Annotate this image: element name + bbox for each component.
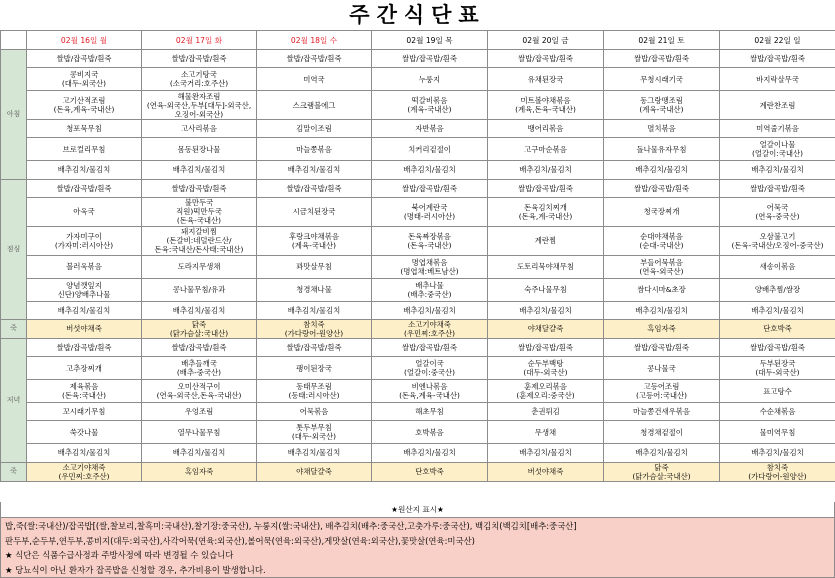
menu-cell: 뱅어리볶음 [488,120,604,138]
menu-cell: 비엔나볶음 (돈육,계육-국내산) [372,380,488,403]
meal-row [1,138,835,161]
meal-row [1,444,835,462]
menu-cell: 쌀밥/잡곡밥/흰죽 [142,338,257,356]
menu-cell: 꽈맛살무침 [257,255,372,278]
notice-text: ★ 식단은 식품수급사정과 주방사정에 따라 변경될 수 있습니다 [0,548,835,563]
menu-cell: 마늘쫑볶음 [257,138,372,161]
menu-cell: 시금치된장국 [257,197,372,226]
meal-row [1,338,835,356]
menu-cell: 배추김치/물김치 [257,161,372,179]
menu-cell: 순두부백탕 (대두-외국산) [488,357,604,380]
menu-cell: 고구마순볶음 [488,138,604,161]
menu-cell: 참치죽 (가다랑어-원양산) [720,462,835,481]
menu-cell: 도토리묵야채무침 [488,255,604,278]
meal-row [1,197,835,226]
menu-cell: 배추김치/물김치 [257,301,372,319]
menu-cell: 얼갈이국 (얼갈이:중국산) [372,357,488,380]
menu-cell: 배추김치/물김치 [27,444,142,462]
origin-note: 판두부,순두부,연두부,콩비지(대두:외국산),사각어묵(연육:외국산),볼어묵(연육:외국산),게맛살(연육:외국산),꽃맛살(연육:미국산) [0,534,835,549]
corner-cell [1,31,27,50]
menu-cell: 배추김치/물김치 [257,444,372,462]
menu-cell: 쌀밥/잡곡밥/흰죽 [372,179,488,197]
menu-cell: 쌀밥/잡곡밥/흰죽 [27,338,142,356]
menu-cell: 명엽채볶음 (명엽채:베트남산) [372,255,488,278]
menu-cell: 무생채 [488,421,604,444]
meal-label: 저녁 [1,338,27,462]
menu-cell: 오미산적구이 (연육-외국산,돈육-국내산) [142,380,257,403]
menu-cell: 소고기야채죽 (우민찌:호주산) [27,462,142,481]
menu-cell: 계란찜 [488,226,604,255]
menu-cell: 꼬시래기무침 [27,403,142,421]
meal-row [1,421,835,444]
menu-cell: 고추장찌개 [27,357,142,380]
menu-cell: 돈육김치찌개 (돈육,계-국내산) [488,197,604,226]
meal-row [1,50,835,68]
origin-legend: ★원산지 표시★ [0,502,835,518]
menu-cell: 돌나물유자무침 [604,138,720,161]
day-header: 02월 20일 금 [488,31,604,50]
menu-cell: 누룽지 [372,68,488,91]
menu-cell: 닭죽 (닭가슴살:국내산) [142,319,257,338]
menu-cell: 김말이조림 [257,120,372,138]
menu-cell: 배추김치/물김치 [488,444,604,462]
menu-cell: 두부된장국 (대두-외국산) [720,357,835,380]
menu-cell: 열무나물무침 [142,421,257,444]
menu-cell: 쌀밥/잡곡밥/흰죽 [488,50,604,68]
menu-cell: 배추김치/물김치 [488,161,604,179]
menu-cell: 오삼불고기 (돈육-국내산/오징어-중국산) [720,226,835,255]
menu-cell: 스크램블에그 [257,91,372,120]
menu-cell: 해초무침 [372,403,488,421]
menu-cell: 마늘쫑건새우볶음 [604,403,720,421]
menu-cell: 숙주나물무침 [488,278,604,301]
menu-cell: 배추김치/물김치 [720,444,835,462]
menu-cell: 양념깻잎지 신단)양배추나물 [27,278,142,301]
menu-cell: 멸치볶음 [604,120,720,138]
origin-note: 밥,죽(쌀:국내산)/잡곡밥[(쌀,찰보리,찰흑미:국내산),찰기장:중국산), 누룽지(쌀:국내산), 배추김치(배추:중국산,고춧가루:중국산), 백김치(백김치[배추:중국산] [0,518,835,534]
menu-cell: 쌀밥/잡곡밥/흰죽 [720,338,835,356]
menu-cell: 어묵국 (연육-중국산) [720,197,835,226]
menu-cell: 순대야채볶음 (순대-국내산) [604,226,720,255]
menu-cell: 우엉조림 [142,403,257,421]
menu-cell: 쌀밥/잡곡밥/흰죽 [720,179,835,197]
day-header: 02월 22일 일 [720,31,835,50]
menu-cell: 브로컬리무침 [27,138,142,161]
menu-cell: 도라지무생채 [142,255,257,278]
menu-cell: 배추들깨국 (배추-중국산) [142,357,257,380]
menu-cell: 훈제오리볶음 (훈제오리:중국산) [488,380,604,403]
menu-cell: 야채달걀죽 [257,462,372,481]
day-header: 02월 17일 화 [142,31,257,50]
meal-row [1,179,835,197]
day-header: 02월 18일 수 [257,31,372,50]
menu-cell: 부들어묵볶음 (연육-외국산) [604,255,720,278]
menu-cell: 쑥갓나물 [27,421,142,444]
menu-cell: 버섯야채죽 [27,319,142,338]
menu-cell: 닭죽 (닭가슴살:국내산) [604,462,720,481]
meal-row [1,226,835,255]
menu-cell: 쌀밥/잡곡밥/흰죽 [604,179,720,197]
menu-cell: 배추김치/물김치 [488,301,604,319]
menu-cell: 미트볼야채볶음 (계육,돈육-국내산) [488,91,604,120]
meal-label: 죽 [1,319,27,338]
meal-row [1,91,835,120]
menu-cell: 배추김치/물김치 [720,301,835,319]
menu-cell: 가자미구이 (가자미:러시아산) [27,226,142,255]
menu-cell: 쌀밥/잡곡밥/흰죽 [720,50,835,68]
porridge-row [1,319,835,338]
page-title: 주간식단표 [0,0,835,30]
menu-cell: 쌀밥/잡곡밥/흰죽 [257,50,372,68]
menu-cell: 미역국 [257,68,372,91]
menu-cell: 톳두부무침 (대두-외국산) [257,421,372,444]
menu-cell: 돼지갈비찜 (돈갈비:네덜란드산/ 돈육:국내산/돈사태:국내산) [142,226,257,255]
menu-cell: 얼갈이나물 (얼갈이:국내산) [720,138,835,161]
menu-cell: 팽이된장국 [257,357,372,380]
notice-text: ★ 당뇨식이 아닌 환자가 잡곡밥을 신청할 경우, 추가비용이 발생합니다. [0,563,835,578]
menu-cell: 흑임자죽 [604,319,720,338]
meal-row [1,380,835,403]
menu-cell: 콩나물국 [604,357,720,380]
menu-cell: 야채달걀죽 [488,319,604,338]
porridge-row [1,462,835,481]
day-header: 02월 21일 토 [604,31,720,50]
meal-label: 점심 [1,179,27,319]
menu-cell: 계란찬조림 [720,91,835,120]
menu-cell: 쌀밥/잡곡밥/흰죽 [488,338,604,356]
menu-cell: 표고탕수 [720,380,835,403]
menu-cell: 단호박죽 [372,462,488,481]
meal-row [1,301,835,319]
menu-cell: 배추김치/물김치 [372,444,488,462]
menu-cell: 배추김치/물김치 [720,161,835,179]
menu-cell: 쌈다시마&초장 [604,278,720,301]
weekly-menu-table [0,30,835,482]
menu-cell: 동그랑땡조림 (계육-국내산) [604,91,720,120]
menu-cell: 동태무조림 (동태:러시아산) [257,380,372,403]
menu-cell: 청국장찌개 [604,197,720,226]
menu-cell: 아욱국 [27,197,142,226]
menu-cell: 청경채겉절이 [604,421,720,444]
day-header: 02월 16일 월 [27,31,142,50]
menu-cell: 후랑크야채볶음 (계육-국내산) [257,226,372,255]
menu-cell: 고기산적조림 (돈육,계육-국내산) [27,91,142,120]
menu-cell: 쌀밥/잡곡밥/흰죽 [604,50,720,68]
footer [0,502,835,577]
menu-cell: 북어계란국 (명태-러시아산) [372,197,488,226]
menu-cell: 유채된장국 [488,68,604,91]
menu-cell: 고등어조림 (고등어:국내산) [604,380,720,403]
menu-cell: 배추김치/물김치 [604,301,720,319]
menu-cell: 블러욱볶음 [27,255,142,278]
menu-cell: 배추나물 (배추:중국산) [372,278,488,301]
menu-cell: 돈육짜장볶음 (돈육-국내산) [372,226,488,255]
meal-label: 아침 [1,50,27,180]
menu-cell: 수순채볶음 [720,403,835,421]
menu-cell: 배추김치/물김치 [142,301,257,319]
meal-row [1,403,835,421]
menu-cell: 쌀밥/잡곡밥/흰죽 [604,338,720,356]
meal-row [1,357,835,380]
menu-cell: 쌀밥/잡곡밥/흰죽 [257,179,372,197]
menu-cell: 쌀밥/잡곡밥/흰죽 [257,338,372,356]
menu-cell: 콩비지국 (대두-외국산) [27,68,142,91]
menu-cell: 쌀밥/잡곡밥/흰죽 [372,50,488,68]
menu-cell: 호박볶음 [372,421,488,444]
menu-cell: 몸동된장나물 [142,138,257,161]
menu-cell: 콩나물무침/유과 [142,278,257,301]
menu-cell: 소고기야채죽 (우민찌:호주산) [372,319,488,338]
menu-cell: 배추김치/물김치 [27,301,142,319]
menu-cell: 배추김치/물김치 [142,444,257,462]
menu-cell: 배추김치/물김치 [372,161,488,179]
day-header: 02월 19일 목 [372,31,488,50]
menu-cell: 바지락살무국 [720,68,835,91]
menu-cell: 쌀밥/잡곡밥/흰죽 [488,179,604,197]
menu-cell: 자반볶음 [372,120,488,138]
menu-cell: 배추김치/물김치 [604,444,720,462]
menu-cell: 미역줄기볶음 [720,120,835,138]
menu-cell: 참치죽 (가다랑어-원양산) [257,319,372,338]
menu-cell: 버섯야채죽 [488,462,604,481]
menu-cell: 떡갈비볶음 (계육-국내산) [372,91,488,120]
menu-cell: 청경채나물 [257,278,372,301]
menu-cell: 고사리볶음 [142,120,257,138]
meal-row [1,278,835,301]
menu-cell: 단호박죽 [720,319,835,338]
day-header-row [1,31,835,50]
menu-cell: 배추김치/물김치 [372,301,488,319]
menu-cell: 치커리겉절이 [372,138,488,161]
meal-row [1,255,835,278]
meal-row [1,161,835,179]
menu-cell: 제육볶음 (돈육:국내산) [27,380,142,403]
menu-cell: 소고기탕국 (소국거리:호주산) [142,68,257,91]
menu-cell: 배추김치/물김치 [142,161,257,179]
menu-cell: 흑임자죽 [142,462,257,481]
menu-cell: 춘권튀김 [488,403,604,421]
menu-cell: 쌀밥/잡곡밥/흰죽 [372,338,488,356]
menu-cell: 불만두국 직원)떡만두국 (돈육-국내산) [142,197,257,226]
meal-label: 죽 [1,462,27,481]
menu-cell: 배추김치/물김치 [27,161,142,179]
menu-cell: 배추김치/물김치 [604,161,720,179]
menu-cell: 양배추찜/쌈장 [720,278,835,301]
menu-cell: 물미역무침 [720,421,835,444]
menu-cell: 새송이볶음 [720,255,835,278]
meal-row [1,68,835,91]
menu-cell: 쌀밥/잡곡밥/흰죽 [142,179,257,197]
menu-cell: 쌀밥/잡곡밥/흰죽 [27,50,142,68]
menu-cell: 쌀밥/잡곡밥/흰죽 [27,179,142,197]
menu-cell: 쌀밥/잡곡밥/흰죽 [142,50,257,68]
menu-cell: 청포묵무침 [27,120,142,138]
menu-cell: 어묵볶음 [257,403,372,421]
meal-row [1,120,835,138]
menu-cell: 무청시래기국 [604,68,720,91]
menu-cell: 해물완자조림 (연육-외국산,두부[대두]-외국산, 오징어-외국산) [142,91,257,120]
